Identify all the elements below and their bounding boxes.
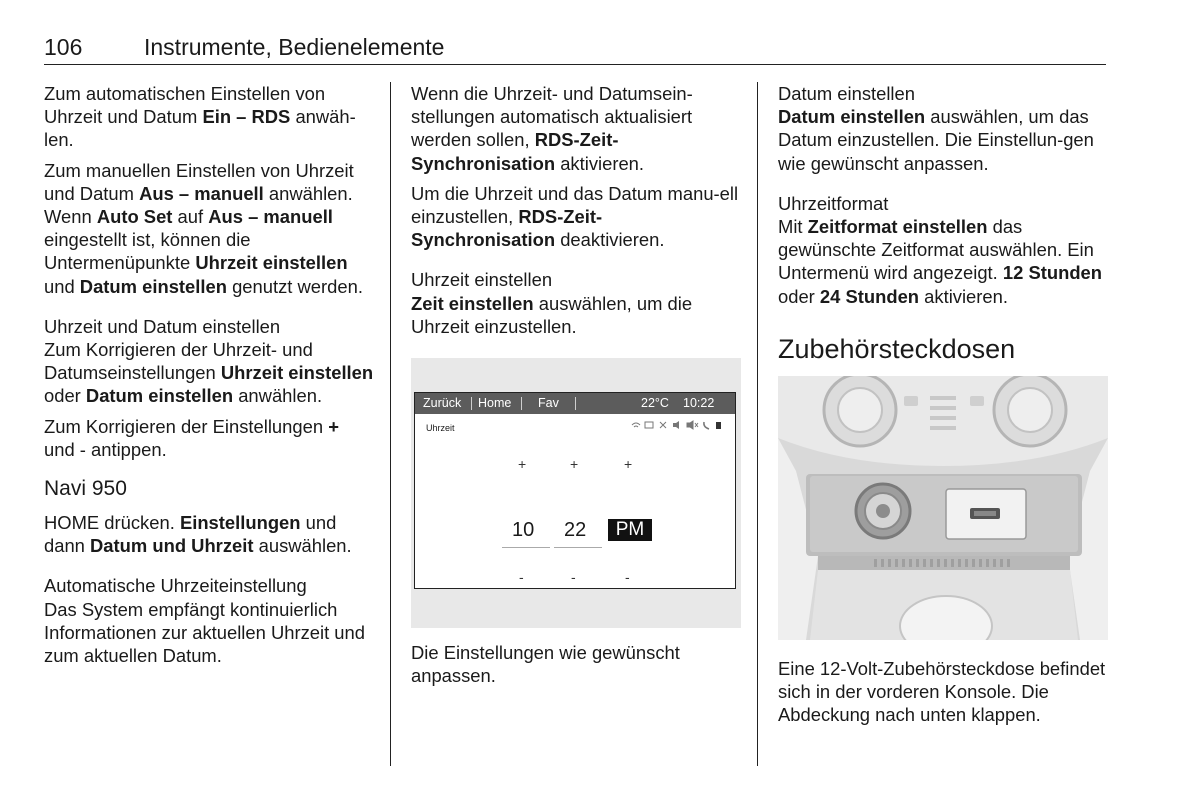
screen-top-bar xyxy=(415,393,735,414)
bar-separator xyxy=(521,397,522,410)
subheading: Uhrzeitformat xyxy=(778,192,889,214)
paragraph: Eine 12-Volt-Zubehörsteckdose befindet sich in der vorderen Konsole. Die Abdeckung nach unten klappen. xyxy=(778,657,1106,726)
subheading: Uhrzeit und Datum einstellen xyxy=(44,315,281,337)
column-3 xyxy=(778,82,1108,726)
paragraph: Um die Uhrzeit und das Datum manu-ell einzustellen, RDS-Zeit-Synchronisation deaktivieren. xyxy=(411,182,739,251)
hour-minus-button[interactable]: - xyxy=(519,569,524,586)
hour-plus-button[interactable]: + xyxy=(518,456,527,473)
paragraph: Zum Korrigieren der Uhrzeit- und Datumseinstellungen Uhrzeit einstellen oder Datum einstellen anwählen. xyxy=(44,339,374,407)
page-header xyxy=(44,34,1106,65)
back-button[interactable]: Zurück xyxy=(423,396,462,411)
section-title: Instrumente, Bedienelemente xyxy=(144,34,445,60)
minute-value: 22 xyxy=(564,519,587,542)
paragraph: Zum Korrigieren der Einstellungen + und - antippen. xyxy=(44,415,339,460)
clock: 10:22 xyxy=(683,396,715,411)
console-illustration xyxy=(778,376,1108,640)
status-icons xyxy=(630,416,725,439)
ampm-minus-button[interactable]: - xyxy=(625,569,630,586)
subheading: Automatische Uhrzeiteinstellung xyxy=(44,575,307,597)
subheading: Datum einstellen xyxy=(778,83,915,104)
temperature: 22°C xyxy=(641,396,669,411)
bar-separator xyxy=(471,397,472,410)
status-icon xyxy=(630,420,725,430)
fav-button[interactable]: Fav xyxy=(538,396,559,411)
screen-label: Uhrzeit xyxy=(426,423,455,434)
minute-plus-button[interactable]: + xyxy=(570,456,579,473)
column-divider xyxy=(757,82,758,766)
hour-value: 10 xyxy=(512,519,535,542)
column-divider xyxy=(390,82,391,766)
paragraph: Die Einstellungen wie gewünscht anpassen. xyxy=(411,642,680,687)
column-1 xyxy=(44,82,374,667)
heading-navi-950: Navi 950 xyxy=(44,477,127,501)
minute-minus-button[interactable]: - xyxy=(571,569,576,586)
ampm-value: PM xyxy=(608,519,652,541)
paragraph: Mit Zeitformat einstellen das gewünschte Zeitformat auswählen. Ein Untermenü wird angezeigt. 12 Stunden oder 24 Stunden aktivieren. xyxy=(778,216,1103,307)
bar-separator xyxy=(575,397,576,410)
time-settings-screen-figure xyxy=(411,358,741,628)
paragraph: Zum automatischen Einstellen von Uhrzeit und Datum Ein – RDS anwäh-len. xyxy=(44,83,356,151)
infotainment-screen xyxy=(414,392,736,589)
accessory-socket-photo xyxy=(778,376,1108,640)
ampm-plus-button[interactable]: + xyxy=(624,456,633,473)
column-2 xyxy=(411,82,741,687)
paragraph: Zeit einstellen auswählen, um die Uhrzeit einzustellen. xyxy=(411,292,693,337)
value-underline xyxy=(502,547,550,548)
paragraph: Das System empfängt kontinuierlich Informationen zur aktuellen Uhrzeit und zum aktuellen Datum. xyxy=(44,598,365,667)
paragraph: Wenn die Uhrzeit- und Datumsein-stellungen automatisch aktualisiert werden sollen, RDS-Zeit-Synchronisation aktivieren. xyxy=(411,83,693,174)
page-number: 106 xyxy=(44,34,83,60)
paragraph: Zum manuellen Einstellen von Uhrzeit und Datum Aus – manuell anwählen. Wenn Auto Set auf Aus – manuell eingestellt ist, können die Untermenüpunkte Uhrzeit einstellen und Datum einstellen genutzt werden. xyxy=(44,159,363,297)
value-underline xyxy=(554,547,602,548)
subheading: Uhrzeit einstellen xyxy=(411,269,553,291)
heading-zubehoersteckdosen: Zubehörsteckdosen xyxy=(778,333,1016,364)
home-button[interactable]: Home xyxy=(478,396,512,411)
paragraph: HOME drücken. Einstellungen und dann Datum und Uhrzeit auswählen. xyxy=(44,512,352,557)
paragraph: Datum einstellen auswählen, um das Datum einzustellen. Die Einstellun-gen wie gewünscht anpassen. xyxy=(778,106,1094,174)
